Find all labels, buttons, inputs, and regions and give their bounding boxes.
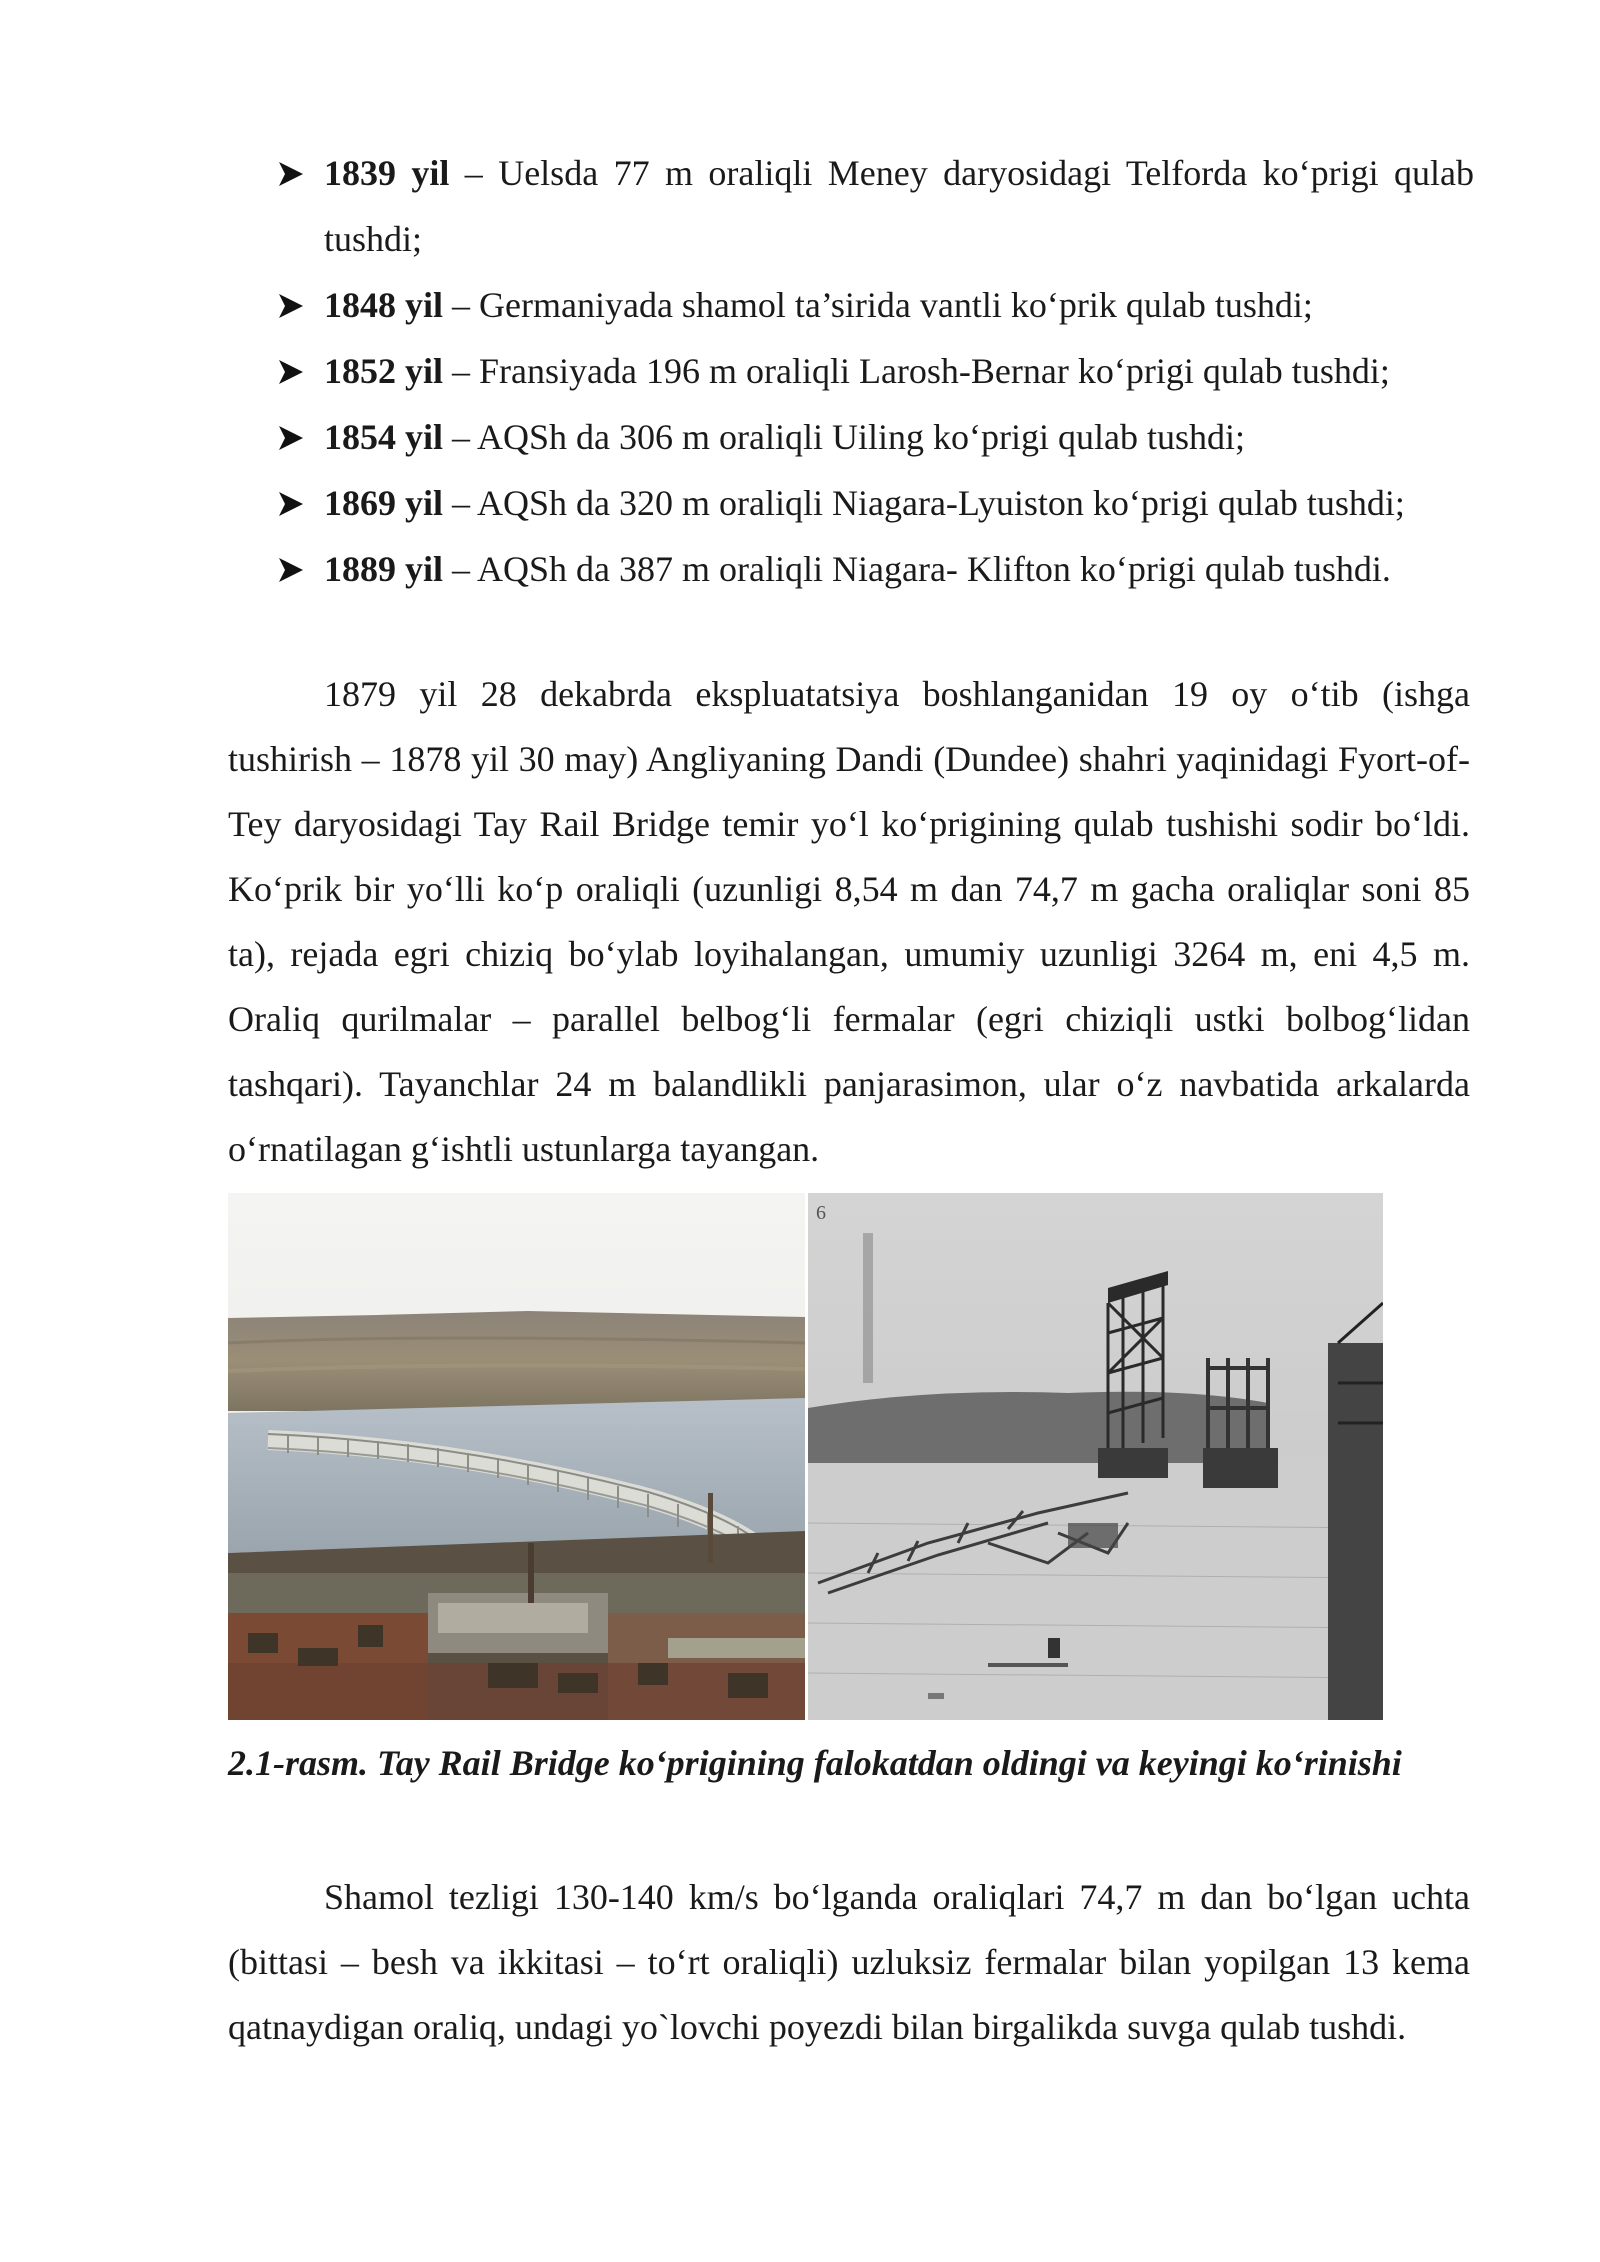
list-item bbox=[274, 536, 1474, 602]
bridge-after-photo bbox=[808, 1193, 1383, 1720]
body-paragraph bbox=[228, 662, 1470, 1182]
list-item-text: – AQSh da 320 m oraliqli Niagara-Lyuiston ko‘prigi qulab tushdi; bbox=[443, 483, 1405, 523]
list-item-year: 1854 yil bbox=[324, 417, 444, 457]
list-item-text: – Fransiyada 196 m oraliqli Larosh-Bernar ko‘prigi qulab tushdi; bbox=[443, 351, 1390, 391]
arrow-bullet-icon bbox=[274, 140, 310, 206]
arrow-bullet-icon bbox=[274, 404, 310, 470]
list-item bbox=[274, 338, 1474, 404]
list-item bbox=[274, 272, 1474, 338]
list-item-year: 1889 yil bbox=[324, 549, 444, 589]
list-item-text: – AQSh da 387 m oraliqli Niagara- Klifton ko‘prigi qulab tushdi. bbox=[443, 549, 1391, 589]
arrow-bullet-icon bbox=[274, 470, 310, 536]
paragraph-text: 1879 yil 28 dekabrda ekspluatatsiya boshlanganidan 19 oy o‘tib (ishga tushirish – 1878 yil 30 may) Angliyaning Dandi (Dundee) shahri yaqinidagi Fyort-of-Tey daryosidagi Tay Rail Bridge temir yo‘l ko‘prigining qulab tushishi sodir bo‘ldi. Ko‘prik bir yo‘lli ko‘p oraliqli (uzunligi 8,54 m dan 74,7 m gacha oraliqlar soni 85 ta), rejada egri chiziq bo‘ylab loyihalangan, umumiy uzunligi 3264 m, eni 4,5 m. Oraliq qurilmalar – parallel belbog‘li fermalar (egri chiziqli ustki bolbog‘lidan tashqari). Tayanchlar 24 m balandlikli panjarasimon, ular o‘z navbatida arkalarda o‘rnatilagan g‘ishtli ustunlarga tayangan. bbox=[228, 674, 1470, 1169]
list-item-text: – Uelsda 77 m oraliqli Meney daryosidagi Telforda ko‘prigi qulab tushdi; bbox=[324, 153, 1474, 259]
list-item bbox=[274, 470, 1474, 536]
list-item bbox=[274, 140, 1474, 272]
list-item-year: 1839 yil bbox=[324, 153, 450, 193]
list-item-year: 1852 yil bbox=[324, 351, 444, 391]
figure bbox=[228, 1193, 1383, 1720]
list-item-year: 1869 yil bbox=[324, 483, 444, 523]
paragraph-text: Shamol tezligi 130-140 km/s bo‘lganda oraliqlari 74,7 m dan bo‘lgan uchta (bittasi – besh va ikkitasi – to‘rt oraliqli) uzluksiz fermalar bilan yopilgan 13 kema qatnaydigan oraliq, undagi yo`lovchi poyezdi bilan birgalikda suvga qulab tushdi. bbox=[228, 1877, 1470, 2047]
list-item-text: – AQSh da 306 m oraliqli Uiling ko‘prigi qulab tushdi; bbox=[443, 417, 1245, 457]
list-item-text: – Germaniyada shamol ta’sirida vantli ko‘prik qulab tushdi; bbox=[443, 285, 1313, 325]
figure-caption: 2.1-rasm. Tay Rail Bridge ko‘prigining falokatdan oldingi va keyingi ko‘rinishi bbox=[228, 1743, 1402, 1783]
panel-number: 6 bbox=[816, 1202, 826, 1224]
arrow-bullet-icon bbox=[274, 536, 310, 602]
list-item bbox=[274, 404, 1474, 470]
bridge-before-photo bbox=[228, 1193, 805, 1720]
list-item-year: 1848 yil bbox=[324, 285, 444, 325]
arrow-bullet-icon bbox=[274, 338, 310, 404]
arrow-bullet-icon bbox=[274, 272, 310, 338]
collapse-list bbox=[274, 140, 1474, 602]
body-paragraph bbox=[228, 1865, 1470, 2060]
